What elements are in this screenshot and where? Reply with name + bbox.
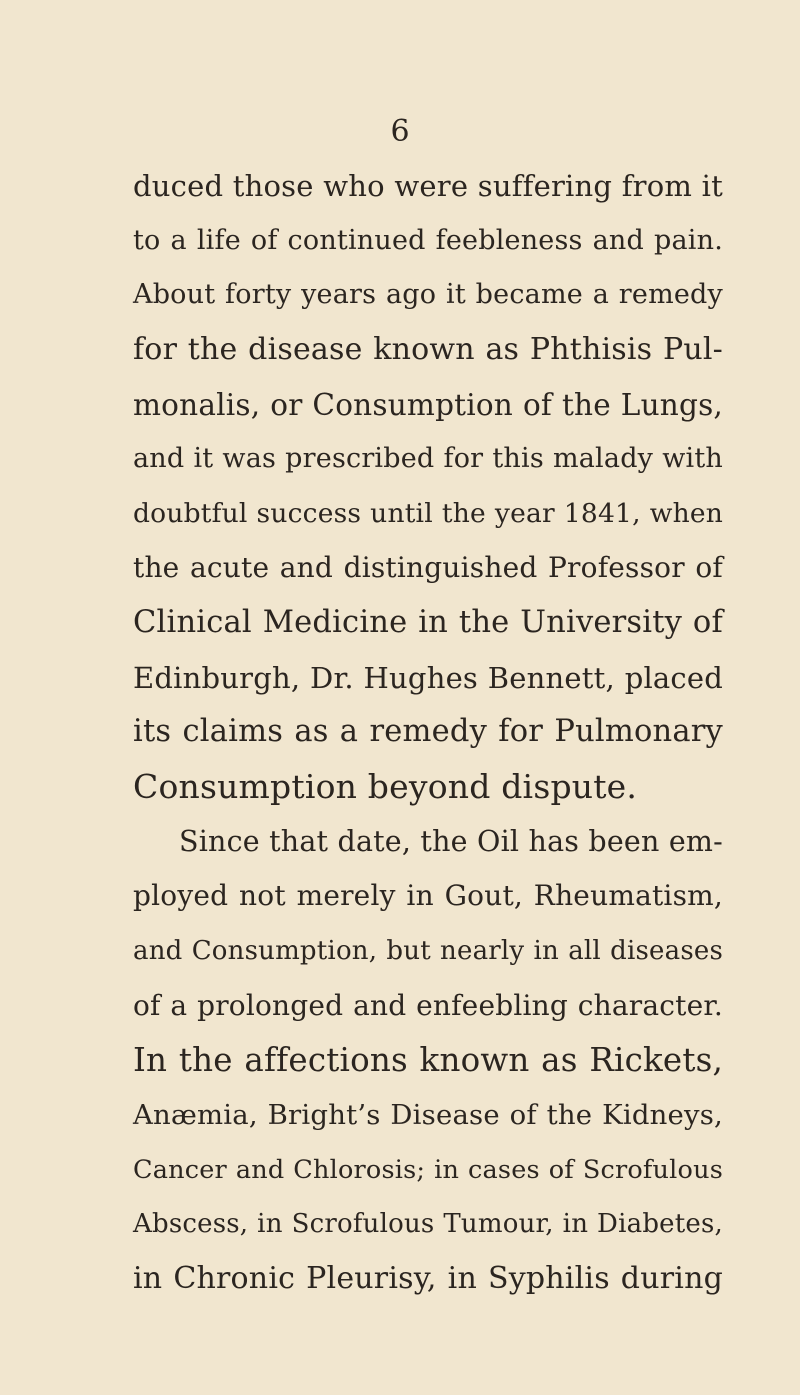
text-line: and Consumption, but nearly in all diseases (133, 935, 723, 966)
text-line: In the affections known as Rickets, (133, 1041, 723, 1080)
text-line: ployed not merely in Gout, Rheumatism, (133, 879, 723, 913)
text-line: Edinburgh, Dr. Hughes Bennett, placed (133, 660, 723, 695)
text-line: Consumption beyond dispute. (133, 767, 638, 807)
text-line: for the disease known as Phthisis Pul- (133, 331, 723, 367)
text-line: its claims as a remedy for Pulmonary (133, 714, 723, 750)
text-line: Anæmia, Bright’s Disease of the Kidneys, (133, 1098, 723, 1131)
text-line: monalis, or Consumption of the Lungs, (133, 387, 723, 422)
text-line: to a life of continued feebleness and pain. (133, 224, 723, 256)
text-line: doubtful success until the year 1841, when (133, 497, 723, 529)
text-line: Abscess, in Scrofulous Tumour, in Diabetes, (133, 1209, 723, 1240)
text-line: the acute and distinguished Professor of (133, 551, 723, 585)
text-line: and it was prescribed for this malady with (133, 443, 723, 475)
text-line: of a prolonged and enfeebling character. (133, 988, 723, 1022)
text-line: in Chronic Pleurisy, in Syphilis during (133, 1260, 723, 1296)
text-line: duced those who were suffering from it (133, 169, 723, 203)
text-line: Cancer and Chlorosis; in cases of Scrofulous (133, 1154, 723, 1185)
text-line: About forty years ago it became a remedy (133, 279, 723, 311)
page-number: 6 (390, 114, 410, 149)
text-line: Clinical Medicine in the University of (133, 605, 723, 641)
body-text (133, 159, 723, 1306)
text-line: Since that date, the Oil has been em- (179, 824, 723, 858)
